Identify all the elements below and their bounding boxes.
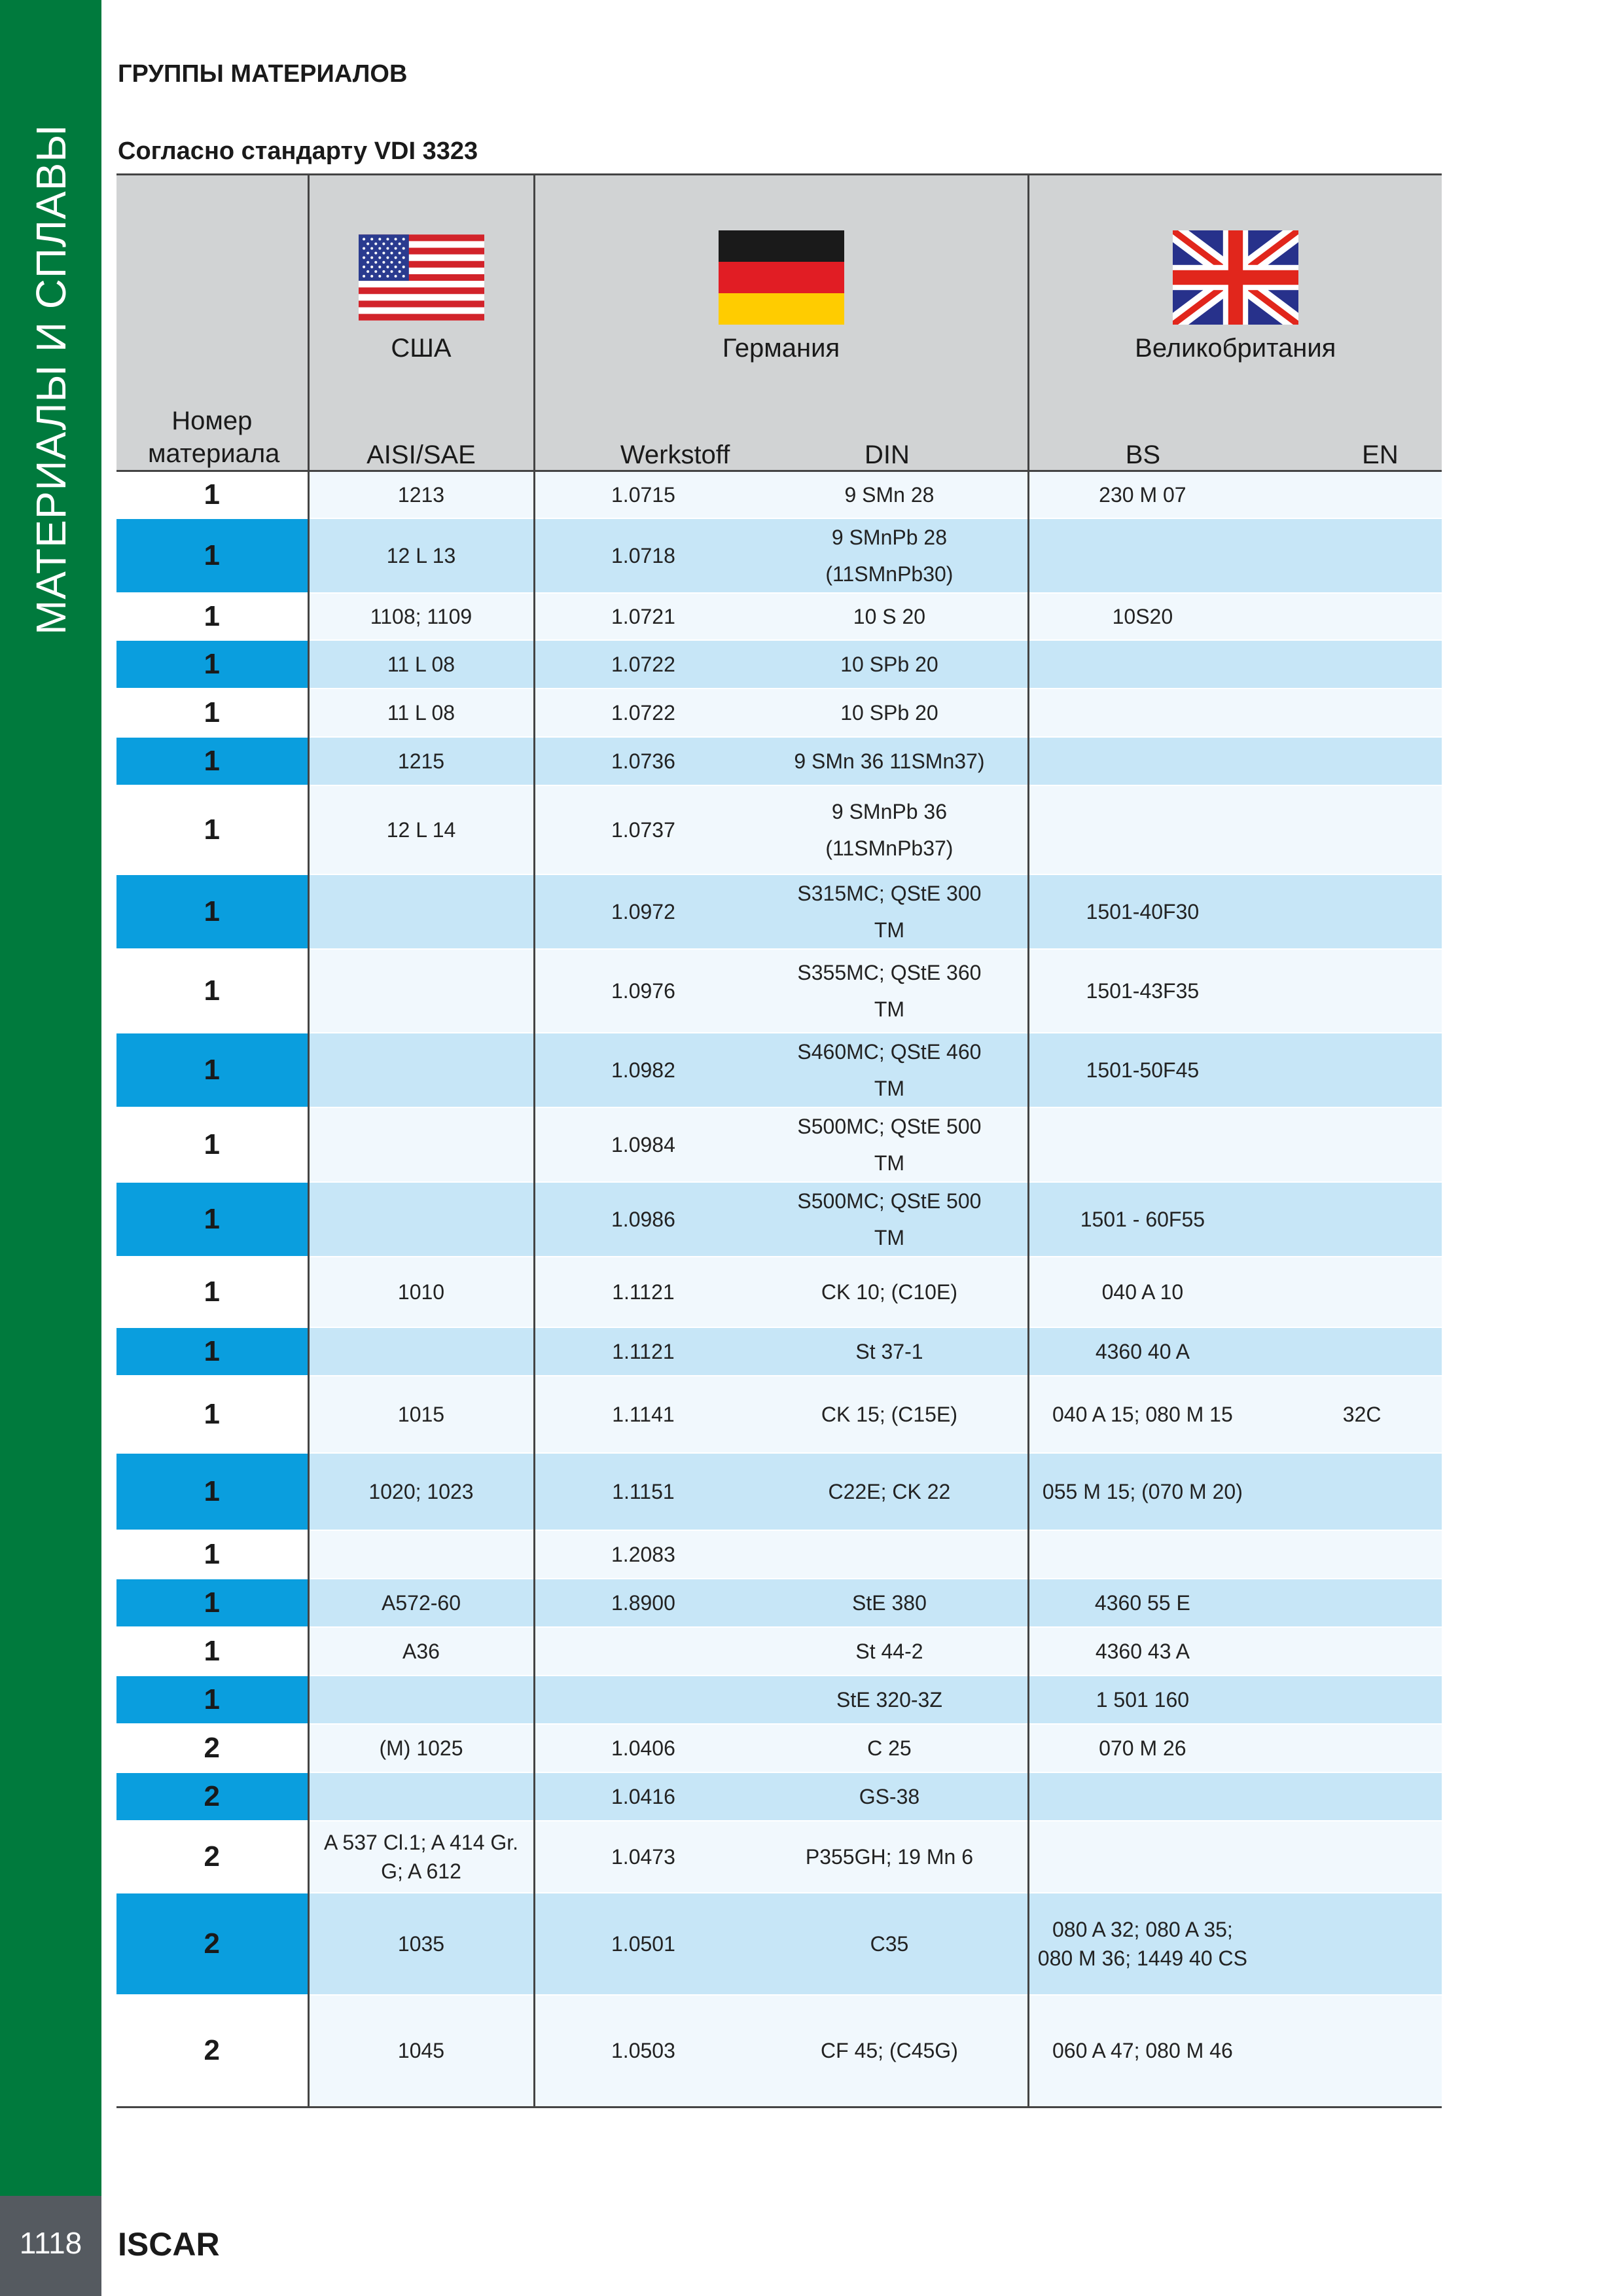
cell-bs: 070 M 26 [1099, 1736, 1186, 1760]
cell-bs: 040 A 10 [1101, 1280, 1184, 1304]
cell-aisi [308, 1676, 534, 1724]
cell-germany [534, 949, 1028, 1033]
cell-germany [534, 874, 1028, 949]
table-row [116, 1376, 1442, 1453]
cell-aisi [308, 949, 534, 1033]
cell-din: CF 45; (C45G) [821, 2039, 958, 2063]
cell-material-number: 1 [116, 785, 308, 874]
cell-din: S500MC; QStE 500 TM [797, 1114, 982, 1175]
table-row [116, 1579, 1442, 1627]
cell-werkstoff: 1.0721 [611, 604, 675, 628]
cell-werkstoff: 1.1121 [612, 1280, 675, 1304]
country-usa: США [391, 334, 452, 363]
cell-aisi: A36 [308, 1627, 534, 1676]
header-bs: BS [1125, 440, 1161, 469]
table-row [116, 737, 1442, 785]
cell-din: 9 SMn 36 11SMn37) [794, 749, 985, 773]
cell-werkstoff: 1.0503 [611, 2039, 675, 2063]
cell-material-number: 1 [116, 949, 308, 1033]
cell-uk [1028, 949, 1442, 1033]
cell-bs: 080 A 32; 080 A 35; 080 M 36; 1449 40 CS [1037, 1917, 1247, 1970]
cell-din: CK 15; (C15E) [821, 1402, 957, 1426]
cell-din: 9 SMnPb 36 (11SMnPb37) [825, 799, 954, 860]
cell-din: S315MC; QStE 300 TM [797, 881, 982, 942]
cell-bs: 060 A 47; 080 M 46 [1052, 2039, 1233, 2063]
cell-aisi: 1035 [308, 1893, 534, 1995]
cell-aisi: 1213 [308, 471, 534, 518]
cell-werkstoff: 1.0718 [611, 543, 675, 567]
cell-bs: 4360 43 A [1095, 1639, 1190, 1663]
cell-werkstoff: 1.1141 [612, 1402, 675, 1426]
table-row [116, 1033, 1442, 1107]
table-row [116, 1772, 1442, 1821]
table-row [116, 949, 1442, 1033]
table-row [116, 1453, 1442, 1530]
cell-material-number: 1 [116, 689, 308, 737]
cell-werkstoff: 1.0416 [611, 1784, 675, 1808]
cell-bs: 230 M 07 [1099, 482, 1186, 507]
cell-werkstoff: 1.0976 [611, 978, 675, 1003]
cell-werkstoff: 1.0501 [611, 1931, 675, 1956]
cell-werkstoff: 1.8900 [611, 1590, 675, 1615]
cell-uk [1028, 1627, 1442, 1676]
cell-din: 10 S 20 [853, 604, 926, 628]
cell-germany [534, 1772, 1028, 1821]
cell-werkstoff: 1.0722 [611, 652, 675, 676]
cell-werkstoff: 1.0715 [611, 482, 675, 507]
cell-material-number: 2 [116, 1893, 308, 1995]
table-row [116, 593, 1442, 640]
brand-name: ISCAR [118, 2226, 220, 2263]
cell-germany [534, 1033, 1028, 1107]
cell-germany [534, 1530, 1028, 1579]
cell-aisi: 1045 [308, 1995, 534, 2108]
cell-germany [534, 1327, 1028, 1376]
header-material-number-label: Номер материала [148, 406, 280, 468]
cell-material-number: 1 [116, 1257, 308, 1327]
cell-uk [1028, 1821, 1442, 1893]
cell-material-number: 2 [116, 1995, 308, 2108]
cell-din: StE 320-3Z [836, 1687, 942, 1712]
cell-material-number: 2 [116, 1772, 308, 1821]
cell-germany [534, 1821, 1028, 1893]
cell-material-number: 1 [116, 1033, 308, 1107]
cell-uk [1028, 1453, 1442, 1530]
cell-germany [534, 1182, 1028, 1257]
cell-bs: 1501-43F35 [1086, 978, 1200, 1003]
country-uk: Великобритания [1135, 334, 1336, 363]
table-row [116, 1821, 1442, 1893]
cell-uk [1028, 1033, 1442, 1107]
cell-germany [534, 1579, 1028, 1627]
header-werkstoff: Werkstoff [620, 440, 730, 469]
cell-bs: 1501 - 60F55 [1080, 1207, 1205, 1231]
cell-uk [1028, 1376, 1442, 1453]
cell-material-number: 1 [116, 1453, 308, 1530]
cell-din: 10 SPb 20 [840, 700, 938, 725]
cell-aisi: 11 L 08 [308, 689, 534, 737]
cell-material-number: 2 [116, 1821, 308, 1893]
cell-werkstoff: 1.0722 [611, 700, 675, 725]
cell-aisi [308, 1033, 534, 1107]
cell-din: S355MC; QStE 360 TM [797, 960, 982, 1021]
cell-germany [534, 1724, 1028, 1772]
cell-uk [1028, 1530, 1442, 1579]
cell-werkstoff: 1.1151 [612, 1479, 675, 1503]
table-row [116, 1327, 1442, 1376]
cell-material-number: 1 [116, 1627, 308, 1676]
cell-din: 9 SMn 28 [844, 482, 935, 507]
cell-din: C22E; CK 22 [828, 1479, 951, 1503]
cell-aisi: 1015 [308, 1376, 534, 1453]
cell-werkstoff: 1.0984 [611, 1132, 675, 1157]
cell-material-number: 1 [116, 737, 308, 785]
cell-aisi: 12 L 13 [308, 518, 534, 593]
cell-material-number: 1 [116, 1182, 308, 1257]
table-row [116, 1893, 1442, 1995]
cell-aisi [308, 1182, 534, 1257]
cell-aisi: 1010 [308, 1257, 534, 1327]
table-row [116, 1107, 1442, 1182]
cell-germany [534, 518, 1028, 593]
cell-uk [1028, 1327, 1442, 1376]
cell-germany [534, 640, 1028, 689]
cell-aisi: (M) 1025 [308, 1724, 534, 1772]
cell-germany [534, 1893, 1028, 1995]
cell-aisi: 11 L 08 [308, 640, 534, 689]
cell-werkstoff: 1.2083 [611, 1542, 675, 1566]
cell-din: 9 SMnPb 28 (11SMnPb30) [825, 525, 954, 586]
header-material-number [116, 175, 308, 471]
cell-uk [1028, 1772, 1442, 1821]
cell-material-number: 1 [116, 518, 308, 593]
cell-material-number: 1 [116, 874, 308, 949]
cell-uk [1028, 785, 1442, 874]
table-row [116, 1627, 1442, 1676]
cell-germany [534, 1376, 1028, 1453]
cell-aisi [308, 1107, 534, 1182]
cell-uk [1028, 1182, 1442, 1257]
cell-germany [534, 689, 1028, 737]
cell-din: S500MC; QStE 500 TM [797, 1189, 982, 1249]
uk-flag-icon [1173, 230, 1298, 325]
cell-aisi: 1215 [308, 737, 534, 785]
cell-uk [1028, 737, 1442, 785]
table-row [116, 471, 1442, 518]
cell-aisi: 12 L 14 [308, 785, 534, 874]
cell-germany [534, 1995, 1028, 2108]
cell-werkstoff: 1.0972 [611, 899, 675, 924]
table-row [116, 785, 1442, 874]
cell-werkstoff: 1.0736 [611, 749, 675, 773]
cell-germany [534, 1676, 1028, 1724]
table-row [116, 689, 1442, 737]
cell-material-number: 2 [116, 1724, 308, 1772]
cell-bs: 1501-50F45 [1086, 1058, 1200, 1082]
table-header-row [116, 175, 1442, 471]
cell-bs: 055 M 15; (070 M 20) [1042, 1479, 1243, 1503]
cell-material-number: 1 [116, 1676, 308, 1724]
cell-din: 10 SPb 20 [840, 652, 938, 676]
header-en: EN [1362, 440, 1399, 469]
table-row [116, 518, 1442, 593]
cell-aisi: A572-60 [308, 1579, 534, 1627]
cell-material-number: 1 [116, 471, 308, 518]
cell-bs: 4360 40 A [1095, 1339, 1190, 1363]
cell-germany [534, 1627, 1028, 1676]
cell-uk [1028, 1676, 1442, 1724]
table-body [116, 471, 1442, 2108]
header-usa [308, 175, 534, 471]
page-number: 1118 [19, 2226, 82, 2260]
cell-germany [534, 593, 1028, 640]
header-germany [534, 175, 1028, 471]
cell-material-number: 1 [116, 1376, 308, 1453]
cell-din: GS-38 [859, 1784, 920, 1808]
cell-din: C35 [870, 1931, 909, 1956]
cell-din: CK 10; (C10E) [821, 1280, 957, 1304]
table-row [116, 1530, 1442, 1579]
cell-germany [534, 1107, 1028, 1182]
cell-werkstoff: 1.0406 [611, 1736, 675, 1760]
cell-werkstoff: 1.0982 [611, 1058, 675, 1082]
materials-table [116, 173, 1442, 2108]
cell-germany [534, 471, 1028, 518]
cell-uk [1028, 1893, 1442, 1995]
cell-aisi [308, 1772, 534, 1821]
cell-din: St 37-1 [855, 1339, 923, 1363]
country-germany: Германия [722, 334, 840, 363]
usa-flag-icon [359, 230, 484, 325]
cell-material-number: 1 [116, 1327, 308, 1376]
cell-bs: 4360 55 E [1094, 1590, 1190, 1615]
cell-en: 32C [1342, 1402, 1382, 1426]
cell-uk [1028, 471, 1442, 518]
cell-bs: 1 501 160 [1096, 1687, 1190, 1712]
table-row [116, 1182, 1442, 1257]
cell-din: St 44-2 [855, 1639, 923, 1663]
header-uk [1028, 175, 1442, 471]
cell-din: C 25 [867, 1736, 912, 1760]
cell-werkstoff: 1.0986 [611, 1207, 675, 1231]
cell-uk [1028, 593, 1442, 640]
cell-aisi [308, 1530, 534, 1579]
cell-uk [1028, 874, 1442, 949]
table-row [116, 874, 1442, 949]
header-din: DIN [864, 440, 910, 469]
table-row [116, 1724, 1442, 1772]
cell-werkstoff: 1.0737 [611, 817, 675, 842]
table-row [116, 640, 1442, 689]
cell-werkstoff: 1.0473 [611, 1844, 675, 1869]
cell-material-number: 1 [116, 1579, 308, 1627]
cell-uk [1028, 689, 1442, 737]
cell-germany [534, 1453, 1028, 1530]
cell-werkstoff: 1.1121 [612, 1339, 675, 1363]
cell-material-number: 1 [116, 593, 308, 640]
cell-din: StE 380 [852, 1590, 927, 1615]
cell-uk [1028, 1257, 1442, 1327]
cell-germany [534, 737, 1028, 785]
table-row [116, 1676, 1442, 1724]
cell-uk [1028, 518, 1442, 593]
cell-germany [534, 1257, 1028, 1327]
cell-uk [1028, 1579, 1442, 1627]
cell-uk [1028, 640, 1442, 689]
cell-bs: 1501-40F30 [1086, 899, 1200, 924]
cell-bs: 040 A 15; 080 M 15 [1052, 1402, 1233, 1426]
page-subtitle: Согласно стандарту VDI 3323 [118, 137, 478, 165]
cell-aisi: 1108; 1109 [308, 593, 534, 640]
cell-aisi: 1020; 1023 [308, 1453, 534, 1530]
cell-aisi [308, 874, 534, 949]
cell-bs: 10S20 [1112, 604, 1173, 628]
cell-din: S460MC; QStE 460 TM [797, 1039, 982, 1100]
side-tab [0, 0, 101, 2196]
cell-uk [1028, 1724, 1442, 1772]
table-row [116, 1257, 1442, 1327]
cell-uk [1028, 1107, 1442, 1182]
table-row [116, 1995, 1442, 2108]
cell-germany [534, 785, 1028, 874]
cell-din: P355GH; 19 Mn 6 [805, 1844, 973, 1869]
cell-material-number: 1 [116, 1107, 308, 1182]
cell-aisi [308, 1327, 534, 1376]
cell-uk [1028, 1995, 1442, 2108]
side-tab-title: МАТЕРИАЛЫ И СПЛАВЫ [27, 124, 75, 636]
germany-flag-icon [719, 230, 844, 325]
page-title: ГРУППЫ МАТЕРИАЛОВ [118, 60, 408, 88]
cell-material-number: 1 [116, 640, 308, 689]
header-aisi-sae: AISI/SAE [366, 440, 476, 469]
cell-material-number: 1 [116, 1530, 308, 1579]
cell-aisi: A 537 Cl.1; A 414 Gr. G; A 612 [308, 1821, 534, 1893]
